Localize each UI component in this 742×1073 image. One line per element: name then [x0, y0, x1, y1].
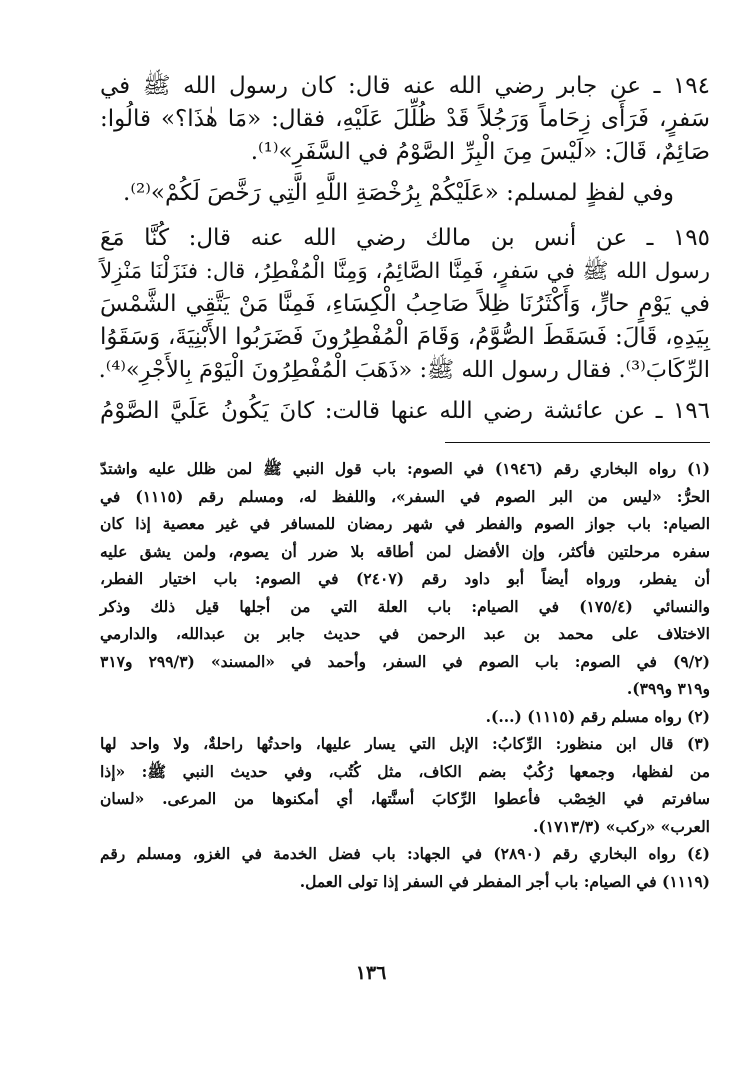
text-line: الرِّكَابَ⁽³⁾. فقال رسول الله ﷺ: «ذَهَبَ الْمُفْطِرُونَ الْيَوْمَ بِالأَجْرِ»⁽⁴⁾.: [98, 357, 710, 383]
footnote-line: سافرتم في الخِصْب فأعطوا الرِّكابَ أسنَّتها، أي أمكنوها من المرعى. «لسان: [100, 789, 710, 808]
footnote-line: و٣١٩ و٣٩٩).: [626, 679, 710, 698]
footnote-line: والنسائي (١٧٥/٤) في الصيام: باب العلة التي من أجلها قيل ذلك وذكر: [100, 596, 710, 616]
book-page: [100, 70, 710, 895]
footnote-line: (٣) قال ابن منظور: الرِّكابُ: الإبل التي يسار عليها، واحدتُها راحلةٌ، ولا واحد لها: [100, 734, 710, 753]
footnote-line: (١) رواه البخاري رقم (١٩٤٦) في الصوم: باب قول النبي ﷺ لمن ظلل عليه واشتدّ: [100, 459, 710, 478]
footnote-line: الحرُّ: «ليس من البر الصوم في السفر»، واللفظ له، ومسلم رقم (١١١٥) في: [100, 486, 711, 506]
footnotes: [100, 455, 710, 895]
footnote-line: (٢) رواه مسلم رقم (١١١٥) (...).: [485, 706, 710, 726]
text-line: رسول الله ﷺ في سَفرٍ، فَمِنَّا الصَّائِمُ، وَمِنَّا الْمُفْطِرُ، قال: فنَزَلْنَا مَنْزِلاً: [100, 259, 710, 284]
footnote-separator: [445, 442, 710, 443]
footnote-line: الصيام: باب جواز الصوم والفطر في شهر رمضان للمسافر في غير معصية إذا كان: [100, 514, 710, 533]
hadith-194: [100, 70, 710, 169]
text-line: بِيَدِهِ، قَالَ: فَسَقَطَ الصُّوَّمُ، وَقَامَ الْمُفْطِرُونَ فَضَرَبُوا الأَبْنِيَةَ، وَسَقَوُا: [100, 324, 710, 350]
footnote-line: سفره مرحلتين فأكثر، وإن الأفضل لمن أطاقه بلا ضرر أن يصوم، ولمن يشق عليه: [100, 541, 710, 561]
text-line: صَائِمٌ، قَالَ: «لَيْسَ مِنَ الْبِرِّ الصَّوْمُ في السَّفَرِ»⁽¹⁾.: [250, 139, 710, 165]
text-line: ١٩٦ ـ عن عائشة رضي الله عنها قالت: كانَ يَكُونُ عَلَيَّ الصَّوْمُ: [100, 398, 710, 424]
footnote-line: الاختلاف على محمد بن عبد الرحمن في حديث جابر بن عبدالله، والدارمي: [100, 624, 710, 643]
footnote-line: (١١١٩) في الصيام: باب أجر المفطر في السفر إذا تولى العمل.: [299, 871, 710, 891]
text-line: وفي لفظٍ لمسلم: «عَلَيْكُمْ بِرُخْصَةِ اللَّهِ الَّتِي رَخَّصَ لَكُمْ»⁽²⁾.: [123, 180, 674, 206]
muslim-wording: [100, 177, 710, 210]
hadith-196: [100, 395, 710, 428]
hadith-195: [100, 222, 710, 387]
footnote-line: أن يفطر، ورواه أيضاً أبو داود رقم (٢٤٠٧) في الصوم: باب اختيار الفطر،: [100, 569, 710, 588]
text-line: سَفرٍ، فَرَأَى زِحَاماً وَرَجُلاً قَدْ ظُلِّلَ عَلَيْهِ، فقال: «مَا هٰذَا؟» قالُوا:: [100, 106, 710, 132]
text-line: في يَوْمٍ حارٍّ، وَأَكْثَرُنَا ظِلاً صَاحِبُ الْكِسَاءِ، فَمِنَّا مَنْ يَتَّقِي الشَّمْسَ: [100, 291, 710, 317]
footnote-line: العرب» «ركب» (١٧١٣/٣).: [533, 816, 710, 836]
footnote-line: من لفظها، وجمعها رُكُبٌ بضم الكاف، مثل كُتُب، وفي حديث النبي ﷺ: «إذا: [100, 761, 710, 781]
footnote-line: (٤) رواه البخاري رقم (٢٨٩٠) في الجهاد: باب فضل الخدمة في الغزو، ومسلم رقم: [100, 844, 710, 863]
text-line: ١٩٤ ـ عن جابر رضي الله عنه قال: كان رسول الله ﷺ في: [100, 73, 710, 99]
text-line: ١٩٥ ـ عن أنس بن مالك رضي الله عنه قال: كُنَّا مَعَ: [100, 225, 710, 251]
footnote-line: (٩/٢) في الصوم: باب الصوم في السفر، وأحمد في «المسند» (٢٩٩/٣ و٣١٧: [100, 651, 710, 671]
page-number: ١٣٦: [355, 962, 387, 984]
